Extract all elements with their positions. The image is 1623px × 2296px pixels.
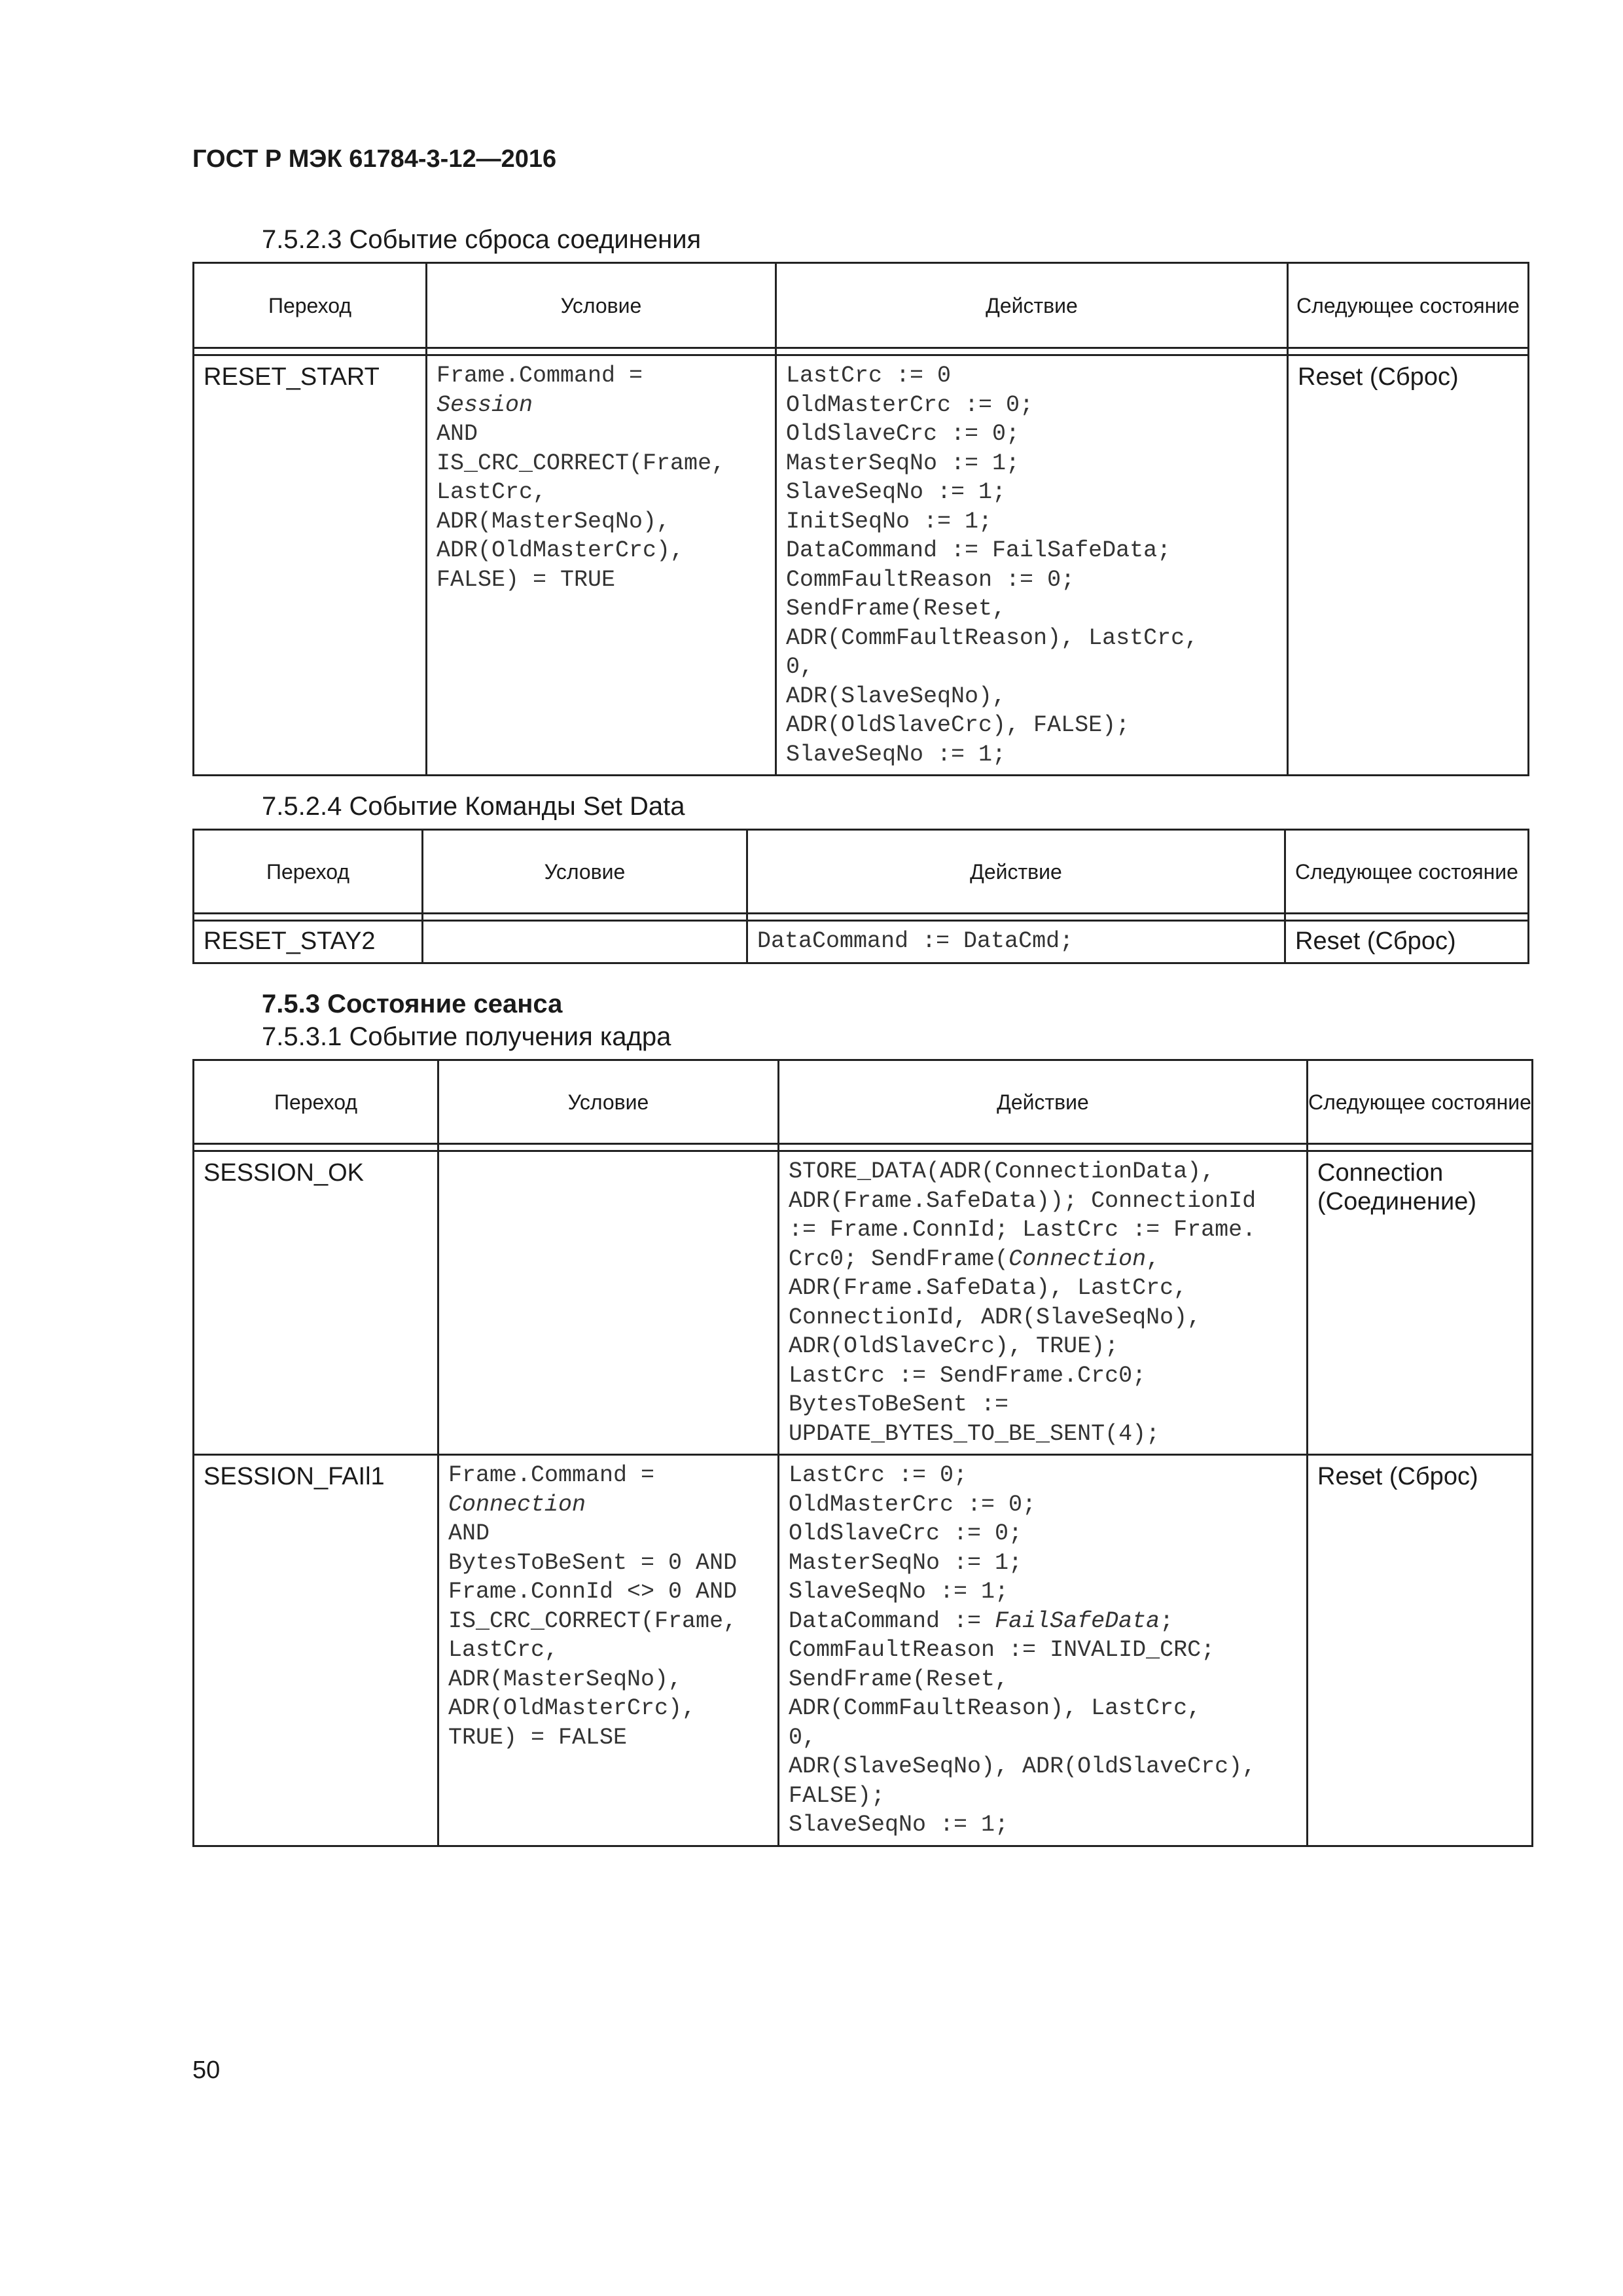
condition-line: Frame.ConnId <> 0 AND (448, 1579, 738, 1605)
col-header-action: Действие (776, 263, 1288, 348)
action-line: OldMasterCrc := 0; (786, 391, 1034, 418)
action-line: CommFaultReason := INVALID_CRC; (789, 1637, 1215, 1663)
action-line: CommFaultReason := 0; (786, 566, 1075, 593)
action-line: 0, (786, 654, 814, 680)
action-line: DataCommand := FailSafeData; (786, 537, 1171, 564)
action-line: SlaveSeqNo := 1; (789, 1579, 1009, 1605)
table-row (194, 355, 1529, 776)
action-line: ADR(SlaveSeqNo), ADR(OldSlaveCrc), (789, 1753, 1257, 1780)
condition-cell (439, 1456, 777, 1757)
action-line: DataCommand := FailSafeData; (789, 1607, 1174, 1634)
condition-line: LastCrc, (437, 479, 547, 505)
table-row (194, 1455, 1533, 1846)
condition-line: LastCrc, (448, 1637, 559, 1663)
col-header-condition: Условие (423, 830, 747, 914)
action-line: FALSE); (789, 1782, 885, 1809)
action-cell (779, 1456, 1306, 1845)
next-state-cell: Reset (Сброс) (1298, 363, 1459, 391)
condition-line: IS_CRC_CORRECT(Frame, (448, 1607, 738, 1634)
action-line: SlaveSeqNo := 1; (786, 479, 1007, 505)
section-subheading-7531: 7.5.3.1 Событие получения кадра (262, 1022, 671, 1051)
col-header-transition: Переход (194, 830, 423, 914)
action-line: ADR(Frame.SafeData)); ConnectionId (789, 1187, 1257, 1214)
section-heading-753: 7.5.3 Состояние сеанса (262, 990, 563, 1018)
action-line: LastCrc := 0; (789, 1462, 968, 1488)
action-line: := Frame.ConnId; LastCrc := Frame. (789, 1217, 1257, 1243)
condition-line: AND (448, 1520, 490, 1547)
condition-line: FALSE) = TRUE (437, 566, 616, 593)
table-frame-received (192, 1059, 1533, 1847)
page-number: 50 (192, 2056, 221, 2084)
action-line: LastCrc := 0 (786, 363, 952, 389)
action-line: SlaveSeqNo := 1; (789, 1812, 1009, 1838)
action-line: SendFrame(Reset, (786, 596, 1007, 622)
action-line: MasterSeqNo := 1; (789, 1549, 1023, 1576)
col-header-transition: Переход (194, 263, 427, 348)
condition-line: Frame.Command = (448, 1462, 655, 1488)
action-line: ADR(CommFaultReason), LastCrc, (789, 1695, 1202, 1721)
condition-line: ADR(OldMasterCrc), (437, 537, 685, 564)
transition-cell: SESSION_FAIl1 (204, 1463, 385, 1490)
condition-line: AND (437, 421, 478, 447)
col-header-action: Действие (747, 830, 1285, 914)
next-state-cell: Reset (Сброс) (1317, 1463, 1478, 1490)
condition-line: ADR(MasterSeqNo), (437, 508, 671, 535)
section-heading-7524: 7.5.2.4 Событие Команды Set Data (262, 792, 685, 821)
transition-cell: RESET_START (204, 363, 380, 391)
action-cell: DataCommand := DataCmd; (757, 928, 1074, 954)
action-line: OldSlaveCrc := 0; (786, 421, 1020, 447)
action-line: OldMasterCrc := 0; (789, 1491, 1037, 1518)
action-line: ADR(OldSlaveCrc), FALSE); (786, 712, 1130, 738)
action-cell (779, 1152, 1306, 1454)
condition-line: BytesToBeSent = 0 AND (448, 1549, 738, 1576)
action-cell (777, 356, 1287, 774)
action-line: Crc0; SendFrame(Connection, (789, 1246, 1160, 1272)
action-line: ADR(CommFaultReason), LastCrc, (786, 624, 1199, 651)
condition-cell (439, 1152, 777, 1162)
action-line: STORE_DATA(ADR(ConnectionData), (789, 1158, 1215, 1185)
action-line: BytesToBeSent := (789, 1391, 1009, 1418)
condition-cell (423, 922, 746, 932)
action-line: InitSeqNo := 1; (786, 508, 993, 535)
action-line: ADR(OldSlaveCrc), TRUE); (789, 1333, 1119, 1359)
condition-line: Connection (448, 1491, 586, 1518)
action-line: UPDATE_BYTES_TO_BE_SENT(4); (789, 1420, 1160, 1447)
action-line: OldSlaveCrc := 0; (789, 1520, 1023, 1547)
action-line: SlaveSeqNo := 1; (786, 741, 1007, 768)
col-header-condition: Условие (427, 263, 776, 348)
condition-line: IS_CRC_CORRECT(Frame, (437, 450, 726, 476)
action-line: ADR(Frame.SafeData), LastCrc, (789, 1275, 1188, 1301)
action-line: SendFrame(Reset, (789, 1666, 1009, 1693)
action-line: ADR(SlaveSeqNo), (786, 683, 1007, 709)
next-state-cell: Connection (Соединение) (1317, 1159, 1477, 1215)
document-standard-header: ГОСТ Р МЭК 61784-3-12—2016 (192, 145, 557, 173)
condition-line: TRUE) = FALSE (448, 1724, 628, 1751)
table-reset-connection (192, 262, 1529, 776)
action-line: LastCrc := SendFrame.Crc0; (789, 1362, 1147, 1389)
col-header-next-state: Следующее состояние (1288, 263, 1529, 348)
condition-line: Session (437, 391, 533, 418)
table-row (194, 921, 1529, 963)
col-header-next-state: Следующее состояние (1285, 830, 1529, 914)
condition-line: ADR(MasterSeqNo), (448, 1666, 683, 1693)
action-line: MasterSeqNo := 1; (786, 450, 1020, 476)
col-header-condition: Условие (438, 1060, 779, 1144)
next-state-cell: Reset (Сброс) (1295, 927, 1456, 955)
transition-cell: RESET_STAY2 (204, 927, 376, 955)
col-header-action: Действие (779, 1060, 1308, 1144)
col-header-next-state: Следующее состояние (1308, 1060, 1533, 1144)
action-line: 0, (789, 1724, 817, 1751)
transition-cell: SESSION_OK (204, 1159, 364, 1187)
section-heading-7523: 7.5.2.3 Событие сброса соединения (262, 225, 702, 254)
table-row (194, 1151, 1533, 1455)
condition-cell (427, 356, 775, 600)
condition-line: ADR(OldMasterCrc), (448, 1695, 696, 1721)
col-header-transition: Переход (194, 1060, 438, 1144)
table-set-data-command (192, 829, 1529, 964)
action-line: ConnectionId, ADR(SlaveSeqNo), (789, 1304, 1202, 1331)
condition-line: Frame.Command = (437, 363, 643, 389)
